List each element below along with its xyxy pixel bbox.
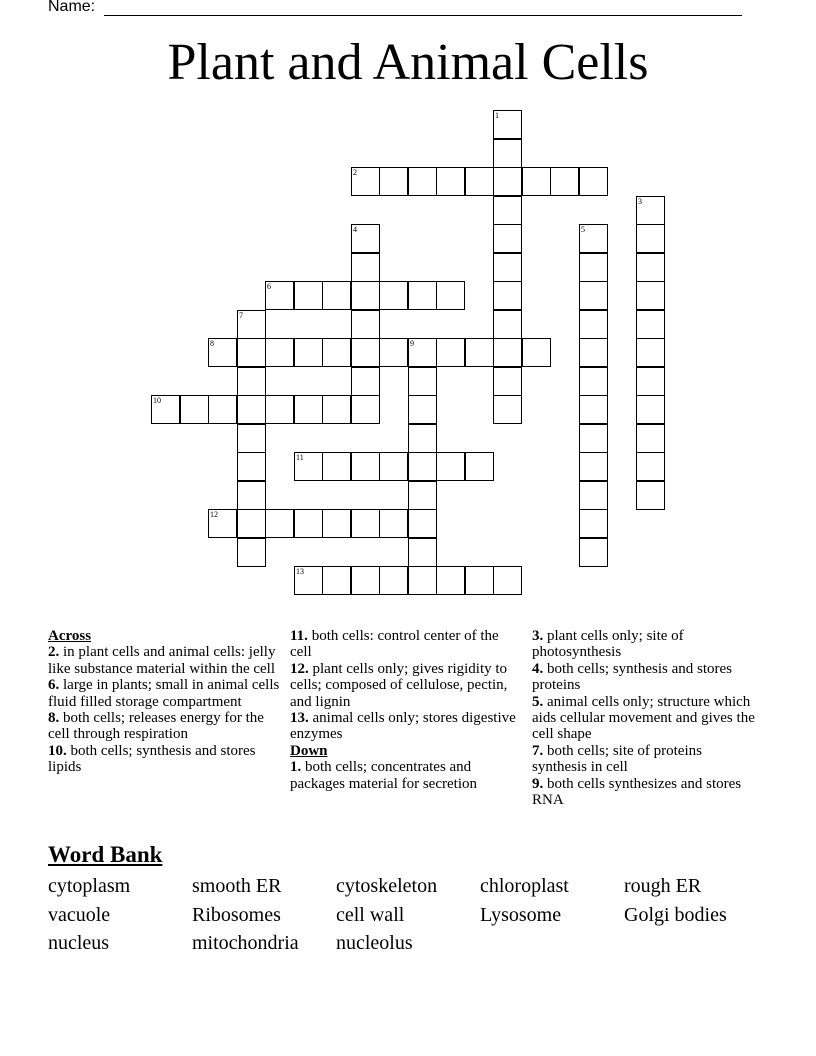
clue-across-2 bbox=[48, 644, 284, 677]
crossword-cell[interactable] bbox=[351, 167, 380, 196]
clues-column-2 bbox=[290, 628, 518, 792]
crossword-cell[interactable] bbox=[294, 566, 323, 595]
crossword-cell[interactable] bbox=[237, 338, 266, 367]
crossword-cell[interactable] bbox=[636, 424, 665, 453]
clue-across-13 bbox=[290, 710, 518, 743]
clue-number: 6. bbox=[48, 677, 60, 694]
cell-number: 12 bbox=[210, 510, 218, 519]
name-label: Name: bbox=[48, 0, 96, 15]
crossword-cell[interactable] bbox=[151, 395, 180, 424]
crossword-cell[interactable] bbox=[493, 338, 522, 367]
crossword-cell[interactable] bbox=[322, 452, 351, 481]
crossword-cell[interactable] bbox=[493, 395, 522, 424]
crossword-cell[interactable] bbox=[265, 281, 294, 310]
clue-text: both cells; site of proteins synthesis in cell bbox=[532, 742, 702, 776]
crossword-cell[interactable] bbox=[351, 509, 380, 538]
crossword-cell[interactable] bbox=[493, 281, 522, 310]
crossword-cell[interactable] bbox=[408, 452, 437, 481]
clue-text: both cells; concentrates and packages material for secretion bbox=[290, 759, 477, 792]
clue-text: animal cells only; stores digestive enzymes bbox=[290, 710, 516, 743]
clue-down-3 bbox=[532, 628, 756, 661]
crossword-cell[interactable] bbox=[322, 566, 351, 595]
crossword-cell[interactable] bbox=[351, 367, 380, 396]
crossword-cell[interactable] bbox=[550, 167, 579, 196]
crossword-cell[interactable] bbox=[408, 367, 437, 396]
crossword-cell[interactable] bbox=[408, 167, 437, 196]
word-bank-item: Ribosomes bbox=[192, 904, 281, 926]
clues-column-1 bbox=[48, 628, 284, 776]
crossword-cell[interactable] bbox=[579, 452, 608, 481]
cell-number: 10 bbox=[153, 396, 161, 405]
crossword-cell[interactable] bbox=[294, 338, 323, 367]
crossword-cell[interactable] bbox=[636, 253, 665, 282]
clue-number: 1. bbox=[290, 759, 302, 776]
word-bank-item: chloroplast bbox=[480, 875, 569, 897]
crossword-cell[interactable] bbox=[636, 196, 665, 225]
clue-text: plant cells only; site of photosynthesis bbox=[532, 628, 684, 661]
crossword-cell[interactable] bbox=[579, 424, 608, 453]
crossword-cell[interactable] bbox=[493, 110, 522, 139]
word-bank-item: vacuole bbox=[48, 904, 111, 926]
word-bank-item: nucleolus bbox=[336, 932, 413, 954]
crossword-cell[interactable] bbox=[465, 452, 494, 481]
clue-text: both cells; releases energy for the cell through respiration bbox=[48, 710, 264, 743]
cell-number: 1 bbox=[495, 111, 499, 120]
crossword-cell[interactable] bbox=[351, 281, 380, 310]
crossword-cell[interactable] bbox=[493, 224, 522, 253]
clue-down-1 bbox=[290, 759, 518, 792]
crossword-cell[interactable] bbox=[351, 310, 380, 339]
clue-text: both cells; synthesis and stores proteins bbox=[532, 660, 732, 694]
clue-text: both cells synthesizes and stores RNA bbox=[532, 775, 742, 809]
clue-text: both cells; synthesis and stores lipids bbox=[48, 742, 256, 776]
crossword-cell[interactable] bbox=[322, 509, 351, 538]
crossword-cell[interactable] bbox=[522, 167, 551, 196]
crossword-cell[interactable] bbox=[408, 481, 437, 510]
crossword-cell[interactable] bbox=[493, 367, 522, 396]
cell-number: 9 bbox=[410, 339, 414, 348]
word-bank-item: Lysosome bbox=[480, 904, 562, 926]
clues-column-3 bbox=[532, 628, 756, 808]
crossword-cell[interactable] bbox=[636, 224, 665, 253]
crossword-cell[interactable] bbox=[379, 338, 408, 367]
crossword-cell[interactable] bbox=[436, 167, 465, 196]
crossword-cell[interactable] bbox=[237, 395, 266, 424]
crossword-cell[interactable] bbox=[465, 566, 494, 595]
clue-text: large in plants; small in animal cells fluid filled storage compartment bbox=[48, 677, 280, 710]
word-bank-item: cytoplasm bbox=[48, 875, 131, 897]
cell-number: 7 bbox=[239, 311, 243, 320]
cell-number: 2 bbox=[353, 168, 357, 177]
word-bank-item: Golgi bodies bbox=[624, 904, 727, 926]
crossword-cell[interactable] bbox=[636, 367, 665, 396]
crossword-cell[interactable] bbox=[237, 367, 266, 396]
cell-number: 5 bbox=[581, 225, 585, 234]
cell-number: 13 bbox=[296, 567, 304, 576]
crossword-cell[interactable] bbox=[636, 281, 665, 310]
crossword-cell[interactable] bbox=[579, 224, 608, 253]
word-bank-item: cell wall bbox=[336, 904, 405, 926]
clue-number: 7. bbox=[532, 742, 544, 759]
crossword-cell[interactable] bbox=[265, 395, 294, 424]
clue-across-6 bbox=[48, 677, 284, 710]
crossword-cell[interactable] bbox=[322, 395, 351, 424]
crossword-cell[interactable] bbox=[351, 338, 380, 367]
cell-number: 3 bbox=[638, 197, 642, 206]
crossword-cell[interactable] bbox=[636, 481, 665, 510]
crossword-cell[interactable] bbox=[237, 509, 266, 538]
word-bank-item: rough ER bbox=[624, 875, 702, 897]
cell-number: 6 bbox=[267, 282, 271, 291]
clue-number: 3. bbox=[532, 628, 544, 644]
crossword-cell[interactable] bbox=[208, 395, 237, 424]
clue-number: 11. bbox=[290, 628, 308, 644]
clue-down-4 bbox=[532, 661, 756, 694]
crossword-cell[interactable] bbox=[237, 424, 266, 453]
crossword-cell[interactable] bbox=[493, 310, 522, 339]
clue-down-5 bbox=[532, 694, 756, 743]
clue-down-9 bbox=[532, 776, 756, 809]
crossword-cell[interactable] bbox=[294, 281, 323, 310]
crossword-cell[interactable] bbox=[493, 167, 522, 196]
crossword-cell[interactable] bbox=[408, 338, 437, 367]
crossword-cell[interactable] bbox=[436, 281, 465, 310]
crossword-cell[interactable] bbox=[579, 538, 608, 567]
crossword-cell[interactable] bbox=[493, 566, 522, 595]
crossword-cell[interactable] bbox=[408, 424, 437, 453]
clue-text: animal cells only; structure which aids cellular movement and gives the cell shape bbox=[532, 693, 755, 743]
clue-across-11 bbox=[290, 628, 518, 661]
clue-down-7 bbox=[532, 743, 756, 776]
crossword-cell[interactable] bbox=[294, 395, 323, 424]
clue-number: 2. bbox=[48, 644, 60, 661]
clue-number: 4. bbox=[532, 660, 544, 677]
crossword-cell[interactable] bbox=[351, 452, 380, 481]
cell-number: 4 bbox=[353, 225, 357, 234]
crossword-cell[interactable] bbox=[351, 224, 380, 253]
crossword-cell[interactable] bbox=[636, 338, 665, 367]
crossword-cell[interactable] bbox=[493, 253, 522, 282]
crossword-cell[interactable] bbox=[493, 196, 522, 225]
crossword-cell[interactable] bbox=[379, 281, 408, 310]
crossword-cell[interactable] bbox=[351, 566, 380, 595]
crossword-cell[interactable] bbox=[579, 481, 608, 510]
clue-text: in plant cells and animal cells: jelly like substance material within the cell bbox=[48, 644, 276, 677]
crossword-cell[interactable] bbox=[579, 310, 608, 339]
crossword-cell[interactable] bbox=[465, 167, 494, 196]
crossword-cell[interactable] bbox=[579, 367, 608, 396]
clue-number: 12. bbox=[290, 660, 309, 677]
crossword-cell[interactable] bbox=[237, 481, 266, 510]
clue-across-8 bbox=[48, 710, 284, 743]
clue-number: 10. bbox=[48, 742, 67, 759]
crossword-cell[interactable] bbox=[436, 566, 465, 595]
word-bank-item: smooth ER bbox=[192, 875, 282, 897]
crossword-cell[interactable] bbox=[379, 167, 408, 196]
crossword-cell[interactable] bbox=[465, 338, 494, 367]
cell-number: 11 bbox=[296, 453, 304, 462]
across-heading: Across bbox=[48, 628, 92, 644]
crossword-cell[interactable] bbox=[379, 566, 408, 595]
crossword-cell[interactable] bbox=[436, 452, 465, 481]
crossword-cell[interactable] bbox=[522, 338, 551, 367]
crossword-cell[interactable] bbox=[237, 538, 266, 567]
crossword-cell[interactable] bbox=[408, 509, 437, 538]
crossword-cell[interactable] bbox=[579, 167, 608, 196]
crossword-cell[interactable] bbox=[379, 509, 408, 538]
crossword-cell[interactable] bbox=[579, 281, 608, 310]
crossword-cell[interactable] bbox=[379, 452, 408, 481]
crossword-cell[interactable] bbox=[408, 395, 437, 424]
crossword-cell[interactable] bbox=[351, 395, 380, 424]
crossword-cell[interactable] bbox=[265, 338, 294, 367]
crossword-cell[interactable] bbox=[351, 253, 380, 282]
word-bank-item: nucleus bbox=[48, 932, 110, 954]
crossword-cell[interactable] bbox=[579, 509, 608, 538]
crossword-cell[interactable] bbox=[636, 395, 665, 424]
clue-number: 9. bbox=[532, 775, 544, 792]
crossword-cell[interactable] bbox=[237, 310, 266, 339]
crossword-cell[interactable] bbox=[237, 452, 266, 481]
clue-number: 13. bbox=[290, 710, 309, 727]
crossword-cell[interactable] bbox=[294, 452, 323, 481]
crossword-cell[interactable] bbox=[408, 566, 437, 595]
crossword-cell[interactable] bbox=[493, 139, 522, 168]
crossword-cell[interactable] bbox=[208, 509, 237, 538]
clue-text: both cells: control center of the cell bbox=[290, 628, 499, 661]
crossword-cell[interactable] bbox=[322, 281, 351, 310]
crossword-cell[interactable] bbox=[180, 395, 209, 424]
crossword-cell[interactable] bbox=[265, 509, 294, 538]
clue-across-10 bbox=[48, 743, 284, 776]
clue-number: 5. bbox=[532, 693, 544, 710]
clue-across-12 bbox=[290, 661, 518, 710]
crossword-cell[interactable] bbox=[408, 538, 437, 567]
clue-number: 8. bbox=[48, 710, 60, 727]
crossword-cell[interactable] bbox=[294, 509, 323, 538]
clue-text: plant cells only; gives rigidity to cells; composed of cellulose, pectin, and lignin bbox=[290, 660, 508, 710]
crossword-cell[interactable] bbox=[636, 310, 665, 339]
crossword-cell[interactable] bbox=[322, 338, 351, 367]
crossword-cell[interactable] bbox=[579, 395, 608, 424]
crossword-cell[interactable] bbox=[579, 338, 608, 367]
word-bank-item: cytoskeleton bbox=[336, 875, 438, 897]
cell-number: 8 bbox=[210, 339, 214, 348]
down-heading: Down bbox=[290, 742, 328, 759]
page-title: Plant and Animal Cells bbox=[167, 34, 649, 91]
crossword-cell[interactable] bbox=[208, 338, 237, 367]
word-bank-title: Word Bank bbox=[48, 842, 163, 867]
crossword-cell[interactable] bbox=[579, 253, 608, 282]
crossword-cell[interactable] bbox=[436, 338, 465, 367]
crossword-cell[interactable] bbox=[636, 452, 665, 481]
word-bank-item: mitochondria bbox=[192, 932, 299, 954]
crossword-cell[interactable] bbox=[408, 281, 437, 310]
